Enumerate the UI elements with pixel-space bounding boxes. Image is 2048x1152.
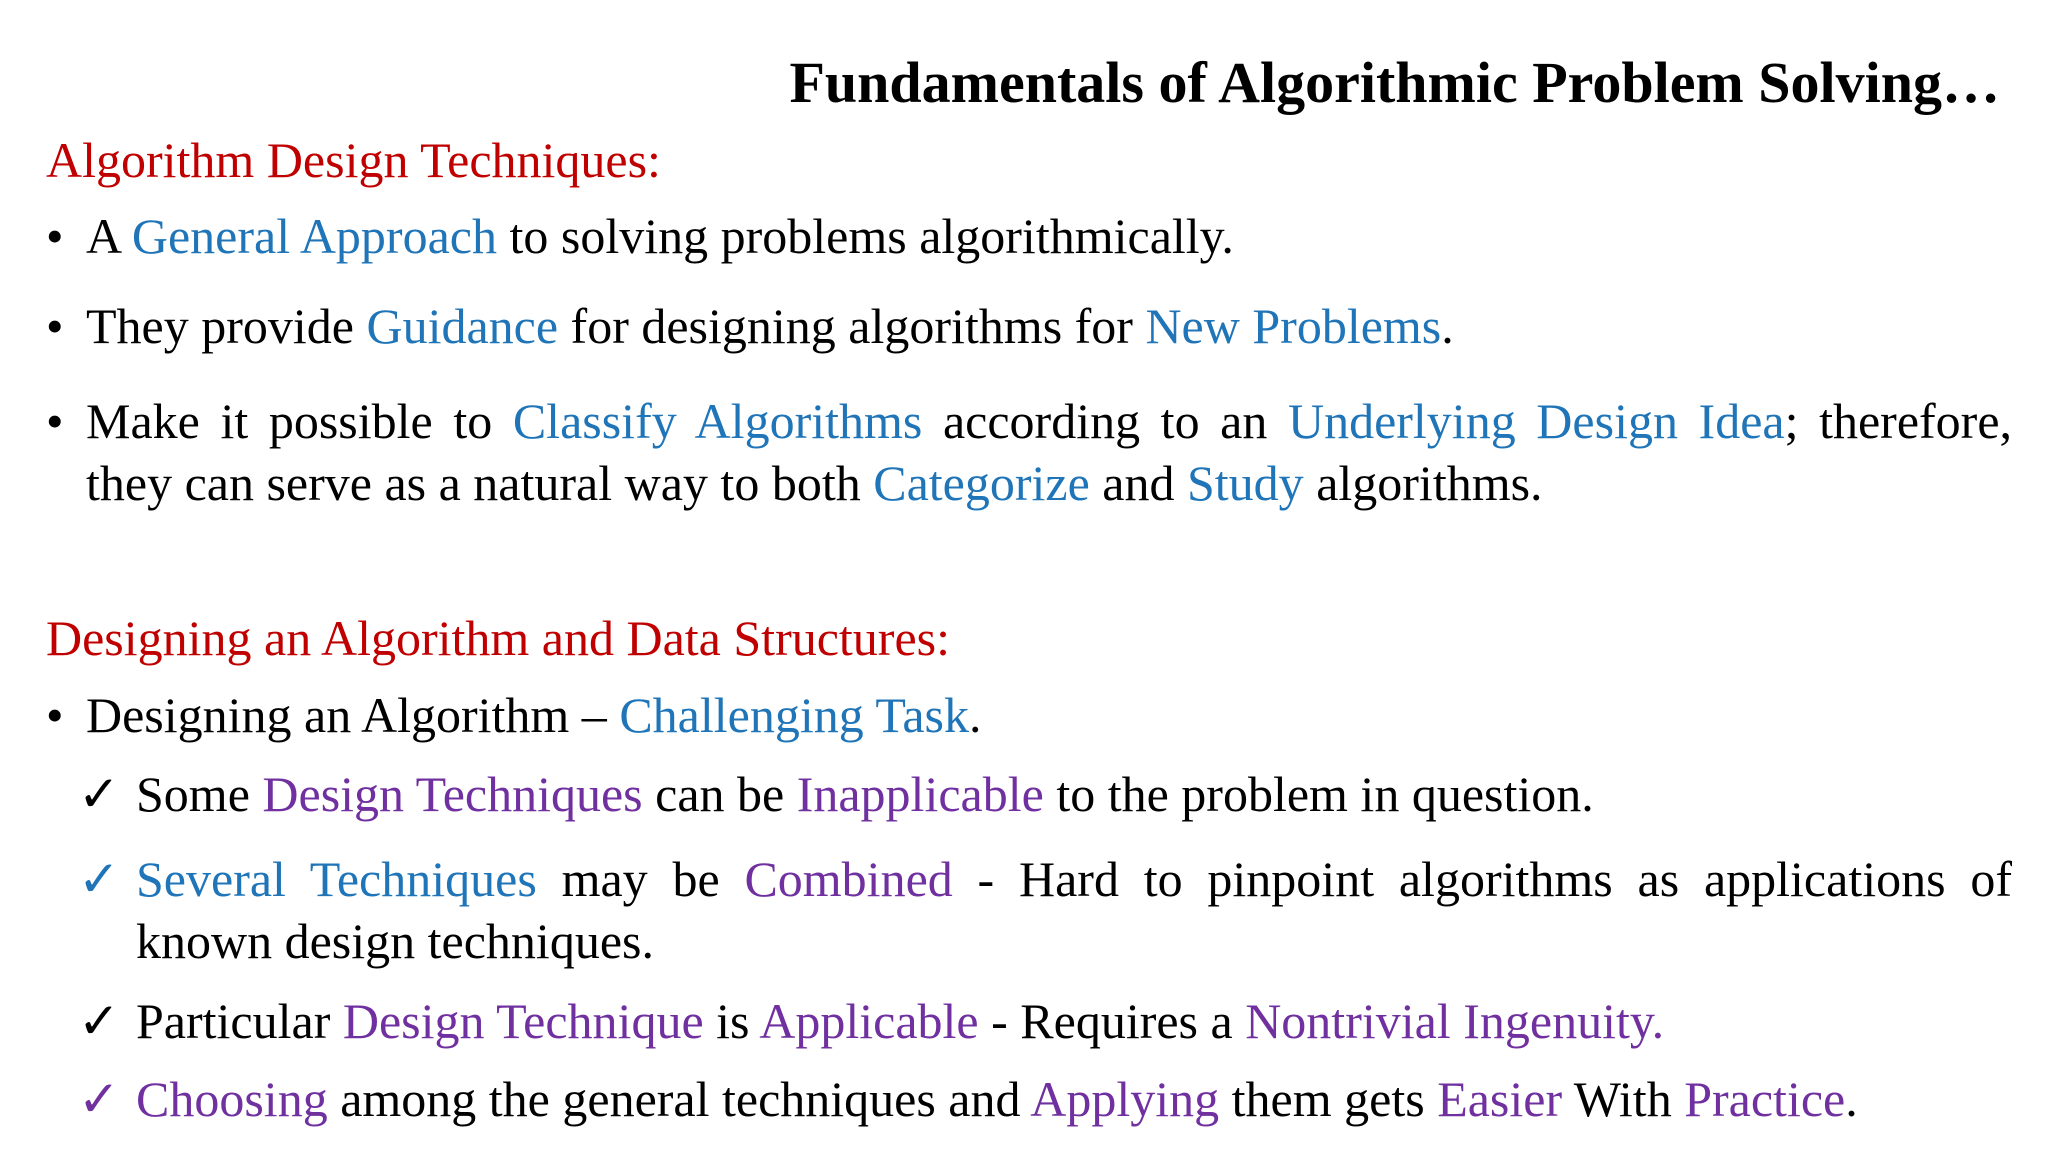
bullet-text xyxy=(86,684,2012,746)
check-icon: ✓ xyxy=(78,851,120,907)
highlighted-term: Classify Algorithms xyxy=(512,393,923,449)
highlighted-term: General Approach xyxy=(131,208,497,264)
check-icon: ✓ xyxy=(78,993,120,1049)
bullet-text xyxy=(86,390,2012,514)
highlighted-term: Combined xyxy=(744,851,953,907)
text-run: them gets xyxy=(1219,1071,1438,1127)
text-run: algorithms. xyxy=(1303,455,1543,511)
highlighted-term: Easier xyxy=(1437,1071,1563,1127)
highlighted-term: Challenging Task xyxy=(619,687,970,743)
text-run: They provide xyxy=(86,298,367,354)
text-run: Designing an Algorithm – xyxy=(86,687,620,743)
highlighted-term: Nontrivial Ingenuity. xyxy=(1245,993,1665,1049)
text-run: for designing algorithms for xyxy=(558,298,1146,354)
check-icon: ✓ xyxy=(78,1071,120,1127)
highlighted-term: Inapplicable xyxy=(796,766,1044,822)
bullet-icon: • xyxy=(46,393,64,449)
highlighted-term: Design Technique xyxy=(342,993,704,1049)
section-heading-designing-algorithm: Designing an Algorithm and Data Structures: xyxy=(46,610,951,666)
highlighted-term: Applying xyxy=(1030,1071,1220,1127)
text-run: to solving problems algorithmically. xyxy=(496,208,1234,264)
text-run: may be xyxy=(536,851,745,907)
text-run: Make it possible to xyxy=(86,393,513,449)
text-run: among the general techniques and xyxy=(327,1071,1031,1127)
text-run: . xyxy=(1845,1071,1858,1127)
text-run: and xyxy=(1089,455,1187,511)
text-run: With xyxy=(1562,1071,1685,1127)
highlighted-term: Guidance xyxy=(366,298,559,354)
check-text xyxy=(136,990,2012,1052)
highlighted-term: Practice xyxy=(1684,1071,1846,1127)
text-run: - Hard to pinpoint algorithms as applications of known design techniques. xyxy=(136,851,2012,969)
text-run: Particular xyxy=(136,993,343,1049)
check-item xyxy=(78,848,2012,972)
highlighted-term: Study xyxy=(1186,455,1304,511)
highlighted-term: Choosing xyxy=(136,1071,328,1127)
highlighted-term: Categorize xyxy=(873,455,1090,511)
bullet-item xyxy=(46,390,2012,514)
highlighted-term: New Problems xyxy=(1145,298,1442,354)
bullet-icon: • xyxy=(46,298,64,354)
check-text xyxy=(136,848,2012,972)
text-run: . xyxy=(969,687,982,743)
check-icon: ✓ xyxy=(78,766,120,822)
highlighted-term: Several Techniques xyxy=(136,851,537,907)
text-run: A xyxy=(86,208,132,264)
text-run: . xyxy=(1441,298,1454,354)
highlighted-term: Design Techniques xyxy=(262,766,643,822)
bullet-icon: • xyxy=(46,687,64,743)
bullet-text xyxy=(86,295,2012,357)
text-run: Some xyxy=(136,766,263,822)
highlighted-term: Applicable xyxy=(759,993,979,1049)
text-run: to the problem in question. xyxy=(1043,766,1594,822)
check-text xyxy=(136,1068,2012,1130)
text-run: according to an xyxy=(922,393,1288,449)
slide-title: Fundamentals of Algorithmic Problem Solving… xyxy=(789,50,2000,115)
bullet-icon: • xyxy=(46,208,64,264)
bullet-item xyxy=(46,205,2012,267)
text-run: - Requires a xyxy=(978,993,1246,1049)
bullet-text xyxy=(86,205,2012,267)
check-item xyxy=(78,990,2012,1052)
text-run: is xyxy=(703,993,760,1049)
check-item xyxy=(78,1068,2012,1130)
bullet-item xyxy=(46,295,2012,357)
check-text xyxy=(136,763,2012,825)
highlighted-term: Underlying Design Idea xyxy=(1287,393,1785,449)
text-run: ; therefore, they can serve as a natural way to both xyxy=(86,393,2013,511)
text-run: can be xyxy=(642,766,797,822)
bullet-item xyxy=(46,684,2012,746)
section-heading-design-techniques: Algorithm Design Techniques: xyxy=(46,132,661,188)
check-item xyxy=(78,763,2012,825)
